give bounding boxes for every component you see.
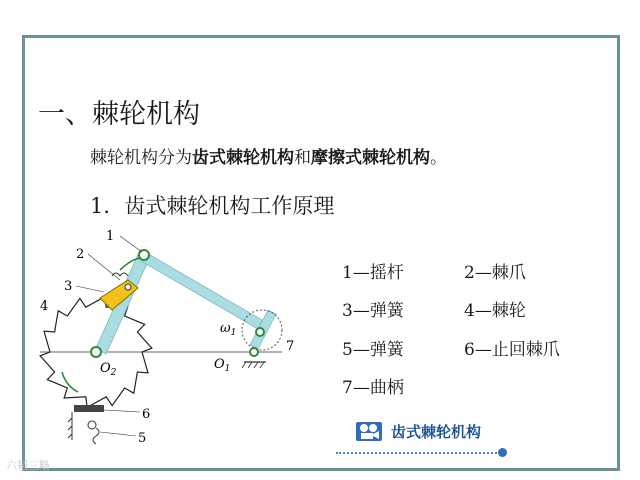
label-omega: $\omega_1$ — [220, 321, 237, 338]
pawl-pin — [125, 284, 131, 290]
legend-item-3: 3—弹簧 — [342, 301, 404, 321]
dotted-divider-end — [498, 448, 507, 457]
section-subheading: 1．齿式棘轮机构工作原理 — [90, 194, 335, 218]
legend-item-6: 6—止回棘爪 — [464, 340, 560, 360]
pivot-o2 — [91, 347, 101, 357]
label-2: 2 — [76, 247, 85, 262]
legend-item-1: 1—摇杆 — [342, 263, 404, 283]
intro-suffix: 。 — [430, 148, 447, 168]
leader-6 — [104, 410, 140, 412]
legend-item-4: 4—棘轮 — [464, 301, 526, 321]
leader-3 — [76, 286, 104, 292]
legend-item-5: 5—弹簧 — [342, 340, 404, 360]
ground-hatch-o1 — [242, 362, 264, 368]
ground-bottom — [68, 412, 72, 440]
intro-term-friction: 摩擦式棘轮机构 — [311, 148, 430, 168]
leader-2 — [88, 254, 120, 280]
pivot-crank — [256, 328, 264, 336]
play-animation-button[interactable] — [355, 415, 505, 447]
legend-item-7: 7—曲柄 — [342, 378, 404, 398]
video-camera-icon — [355, 419, 383, 443]
label-3: 3 — [64, 279, 73, 294]
label-4: 4 — [40, 299, 49, 314]
spring-5 — [93, 428, 99, 444]
intro-prefix: 棘轮机构分为 — [90, 148, 192, 168]
stop-pawl — [74, 405, 104, 412]
leader-5 — [100, 432, 136, 436]
intro-mid: 和 — [294, 148, 311, 168]
play-animation-label: 齿式棘轮机构 — [391, 422, 482, 441]
watermark: 六韬三略 — [6, 459, 50, 472]
slide-heading: 一、棘轮机构 — [38, 99, 200, 130]
coupler-link — [141, 252, 262, 329]
label-o1: $O_1$ — [214, 357, 231, 374]
legend-item-2: 2—棘爪 — [464, 263, 526, 283]
leader-1 — [120, 236, 142, 252]
label-6: 6 — [142, 407, 151, 422]
stop-pawl-pivot — [88, 421, 96, 429]
intro-term-toothed: 齿式棘轮机构 — [192, 148, 294, 168]
pivot-top — [139, 250, 149, 260]
label-7: 7 — [286, 339, 295, 354]
label-5: 5 — [138, 431, 147, 446]
label-o2: $O_2$ — [100, 361, 117, 378]
label-1: 1 — [106, 229, 115, 244]
dotted-divider — [336, 452, 504, 454]
